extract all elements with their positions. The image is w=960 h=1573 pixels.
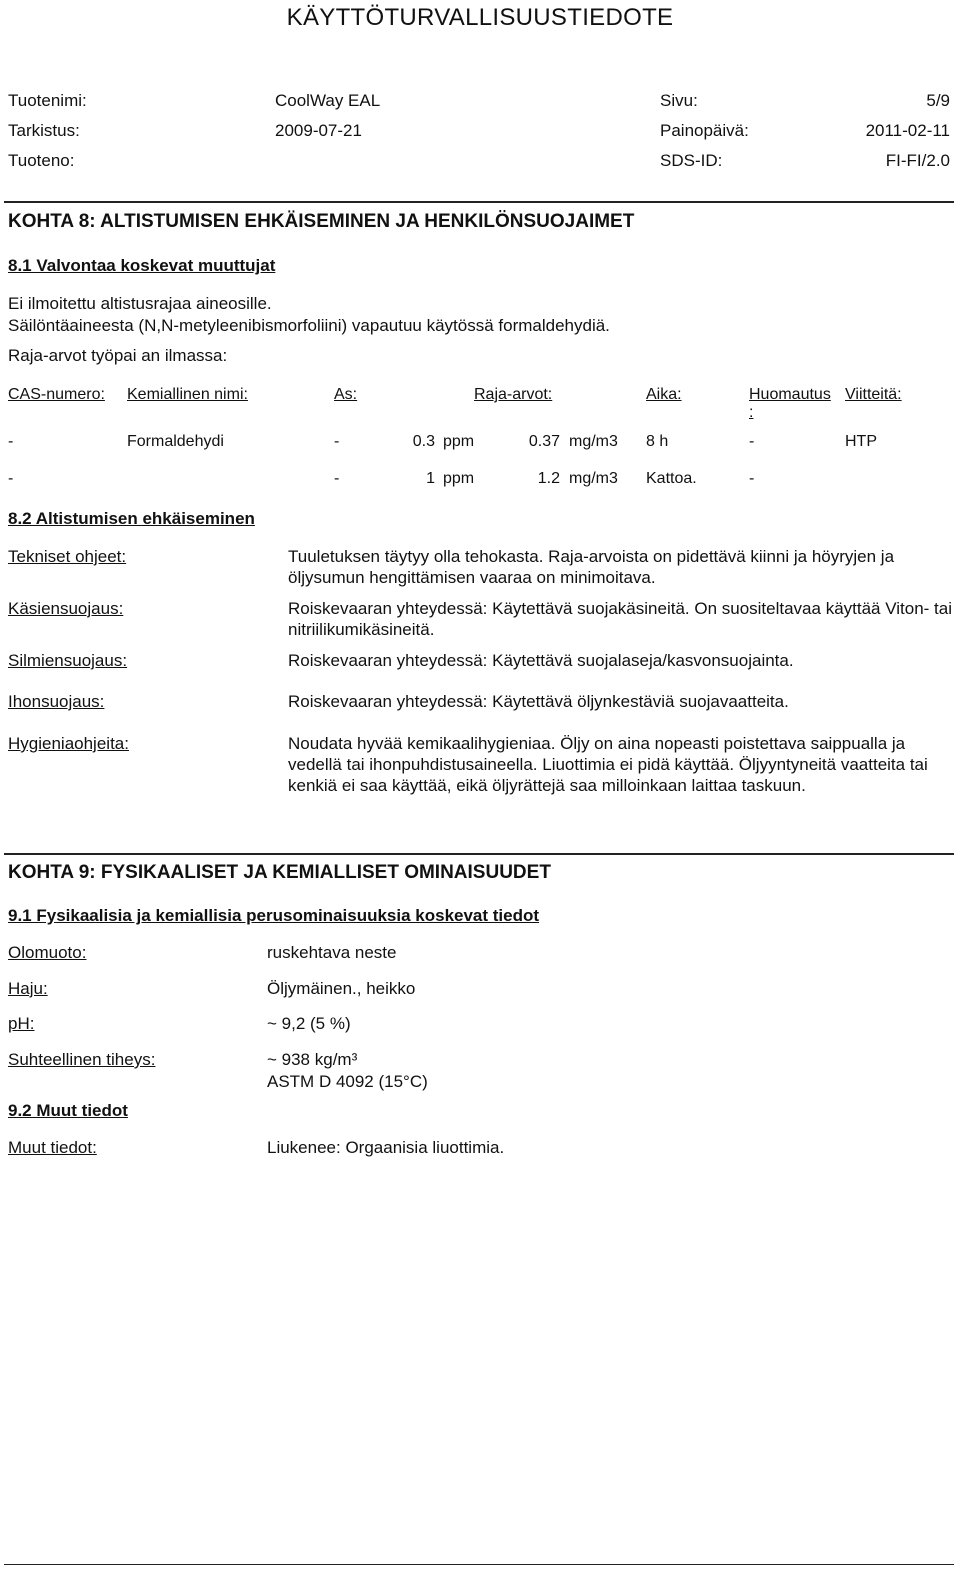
col-header-name: Kemiallinen nimi: (127, 386, 248, 403)
print-date: 2011-02-11 (865, 121, 950, 140)
row1-time: 8 h (646, 433, 669, 450)
product-name: CoolWay EAL (275, 91, 381, 110)
odour-value: Öljymäinen., heikko (267, 979, 416, 998)
col-header-note: Huomautus (749, 386, 831, 403)
row1-note: - (749, 433, 755, 450)
eye-protection-text: Roiskevaaran yhteydessä: Käytettävä suojalaseja/kasvonsuojainta. (288, 651, 794, 670)
ph-value: ~ 9,2 (5 %) (267, 1014, 351, 1033)
section9-title: KOHTA 9: FYSIKAALISET JA KEMIALLISET OMINAISUUDET (8, 862, 551, 883)
section9-rule (4, 853, 954, 855)
skin-protection-label: Ihonsuojaus: (8, 692, 105, 711)
product-no-label: Tuoteno: (8, 151, 75, 170)
other-info-value: Liukenee: Orgaanisia liuottimia. (267, 1138, 505, 1157)
col-header-limits: Raja-arvot: (474, 386, 553, 403)
page-number: 5/9 (926, 91, 950, 110)
odour-label: Haju: (8, 979, 48, 998)
row2-note: - (749, 470, 755, 487)
row2-value-mg: 1.2 (537, 470, 560, 487)
row2-time: Kattoa. (646, 470, 697, 487)
col-header-note-colon: : (749, 404, 754, 421)
sds-id-label: SDS-ID: (660, 151, 723, 170)
section9-1-title: 9.1 Fysikaalisia ja kemiallisia perusominaisuuksia koskevat tiedot (8, 906, 540, 925)
appearance-value: ruskehtava neste (267, 943, 397, 962)
document-title: KÄYTTÖTURVALLISUUSTIEDOTE (286, 4, 674, 31)
section8-title: KOHTA 8: ALTISTUMISEN EHKÄISEMINEN JA HENKILÖNSUOJAIMET (8, 211, 635, 232)
row1-name: Formaldehydi (127, 433, 224, 450)
section8-rule (4, 201, 954, 203)
print-date-label: Painopäivä: (660, 121, 749, 140)
technical-text: Tuuletuksen täytyy olla tehokasta. Raja-arvoista on pidettävä kiinni ja höyryjen ja öljysumun hengittämisen vaaraa on minimoitava. (288, 547, 895, 587)
row2-as: - (334, 470, 340, 487)
row1-cas: - (8, 433, 14, 450)
ph-label: pH: (8, 1014, 35, 1033)
density-value: ~ 938 kg/m³ (267, 1050, 358, 1069)
revision-date: 2009-07-21 (275, 121, 362, 140)
sds-id: FI-FI/2.0 (885, 151, 950, 170)
intro-line-1: Ei ilmoitettu altistusrajaa aineosille. (8, 294, 272, 313)
section8-1-title: 8.1 Valvontaa koskevat muuttujat (8, 256, 276, 275)
skin-protection-text: Roiskevaaran yhteydessä: Käytettävä öljynkestäviä suojavaatteita. (288, 692, 789, 711)
hygiene-text: Noudata hyvää kemikaalihygieniaa. Öljy on aina nopeasti poistettava saippualla ja vedellä tai ihonpuhdistusaineella. Liuottimia ei pidä käyttää. Öljyyntyneitä vaatteita tai kenkiä ei saa käyttää, eikä öljyrättejä saa milloinkaan laittaa taskuun. (288, 734, 928, 795)
technical-label: Tekniset ohjeet: (8, 547, 127, 566)
row1-unit-ppm: ppm (443, 433, 475, 450)
row2-unit-ppm: ppm (443, 470, 475, 487)
density-label: Suhteellinen tiheys: (8, 1050, 156, 1069)
row2-unit-mg: mg/m3 (569, 470, 618, 487)
section8-2-title: 8.2 Altistumisen ehkäiseminen (8, 509, 255, 528)
col-header-time: Aika: (646, 386, 682, 403)
row1-value-mg: 0.37 (528, 433, 560, 450)
other-info-label: Muut tiedot: (8, 1138, 97, 1157)
row1-as: - (334, 433, 340, 450)
intro-line-3: Raja-arvot työpai an ilmassa: (8, 346, 228, 365)
product-name-label: Tuotenimi: (8, 91, 87, 110)
hygiene-label: Hygieniaohjeita: (8, 734, 129, 753)
row1-value-ppm: 0.3 (412, 433, 435, 450)
density-method: ASTM D 4092 (15°C) (267, 1072, 428, 1091)
row1-unit-mg: mg/m3 (569, 433, 618, 450)
row2-value-ppm: 1 (426, 470, 435, 487)
page-label: Sivu: (660, 91, 698, 110)
col-header-as: As: (334, 386, 358, 403)
appearance-label: Olomuoto: (8, 943, 87, 962)
col-header-cas: CAS-numero: (8, 386, 105, 403)
revision-label: Tarkistus: (8, 121, 80, 140)
intro-line-2: Säilöntäaineesta (N,N-metyleenibismorfoliini) vapautuu käytössä formaldehydiä. (8, 316, 610, 335)
hand-protection-text: Roiskevaaran yhteydessä: Käytettävä suojakäsineitä. On suositeltavaa käyttää Viton- tai nitriilikumikäsineitä. (288, 599, 953, 639)
row1-refs: HTP (845, 433, 877, 450)
hand-protection-label: Käsiensuojaus: (8, 599, 124, 618)
col-header-refs: Viitteitä: (845, 386, 902, 403)
footer-rule (4, 1564, 954, 1565)
section9-2-title: 9.2 Muut tiedot (8, 1101, 128, 1120)
row2-cas: - (8, 470, 14, 487)
eye-protection-label: Silmiensuojaus: (8, 651, 128, 670)
